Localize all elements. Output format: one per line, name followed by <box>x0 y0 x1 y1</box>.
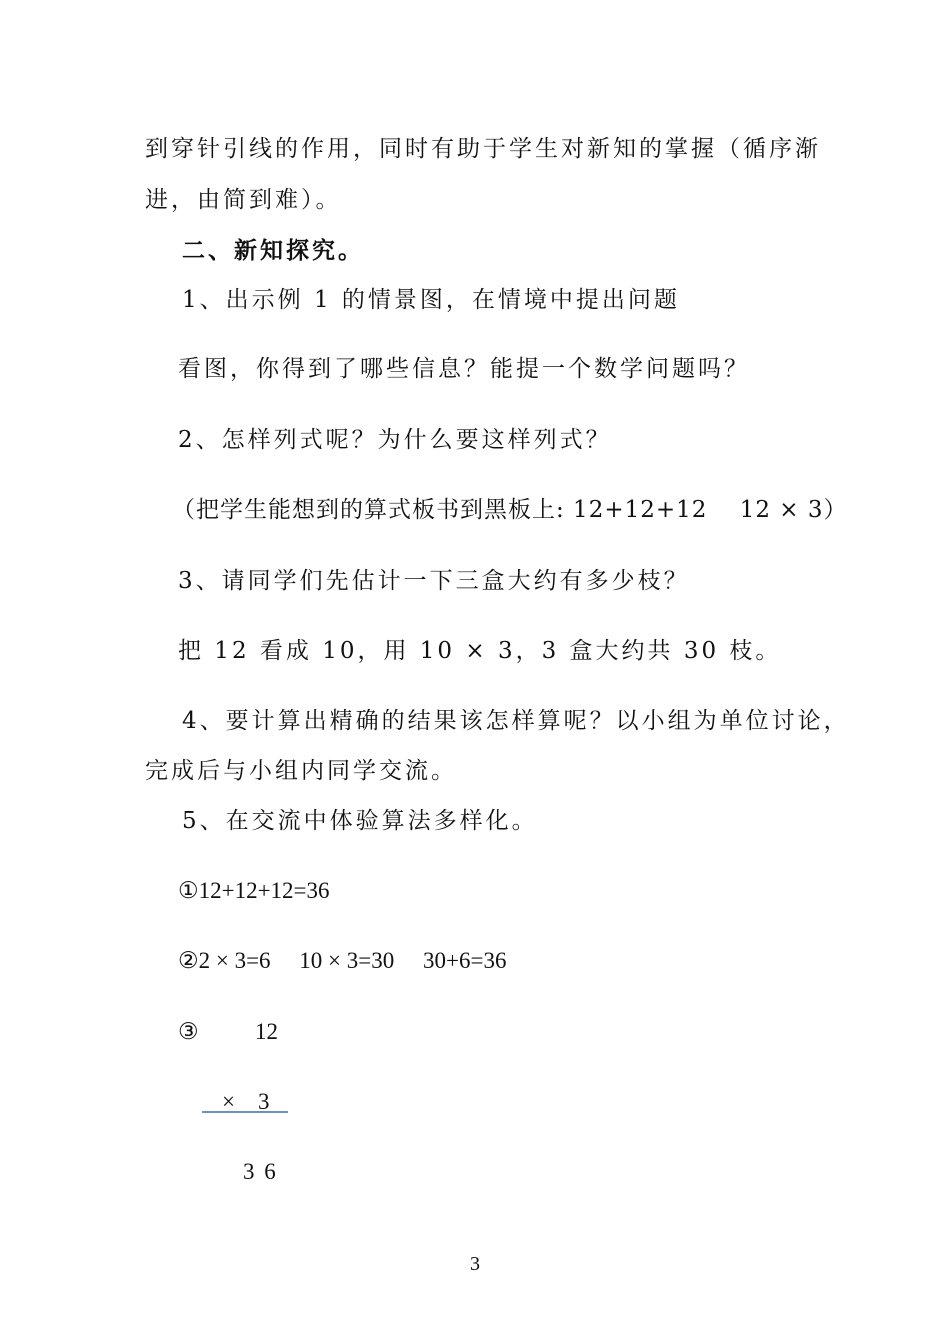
paragraph-line: 把 12 看成 10，用 10 × 3，3 盒大约共 30 枝。 <box>178 638 782 664</box>
section-heading: 二、新知探究。 <box>182 237 364 264</box>
vertical-calc-result: 3 6 <box>243 1159 278 1184</box>
page-number: 3 <box>470 1253 480 1275</box>
method-one: ①12+12+12=36 <box>178 878 330 903</box>
paragraph-line: （把学生能想到的算式板书到黑板上: 12+12+12 12 × 3） <box>172 497 848 523</box>
method-three-marker: ③ <box>178 1019 199 1044</box>
paragraph-line: 进，由简到难）。 <box>145 187 342 213</box>
list-item: 2、怎样列式呢？为什么要这样列式？ <box>178 427 612 453</box>
paragraph-line: 看图，你得到了哪些信息？能提一个数学问题吗？ <box>178 356 750 382</box>
paragraph-line: 到穿针引线的作用，同时有助于学生对新知的掌握（循序渐 <box>145 136 821 162</box>
list-item: 4、要计算出精确的结果该怎样算呢？以小组为单位讨论， <box>182 708 850 734</box>
list-item: 1、出示例 1 的情景图，在情境中提出问题 <box>182 287 680 313</box>
vertical-calc-top: 12 <box>255 1019 278 1044</box>
vertical-calc-underline <box>202 1111 288 1113</box>
paragraph-line: 完成后与小组内同学交流。 <box>145 758 457 784</box>
vertical-calc-multiplier: × 3 <box>222 1089 270 1114</box>
list-item: 3、请同学们先估计一下三盒大约有多少枝？ <box>178 568 690 594</box>
list-item: 5、在交流中体验算法多样化。 <box>182 808 538 834</box>
method-two: ②2 × 3=6 10 × 3=30 30+6=36 <box>178 948 507 973</box>
